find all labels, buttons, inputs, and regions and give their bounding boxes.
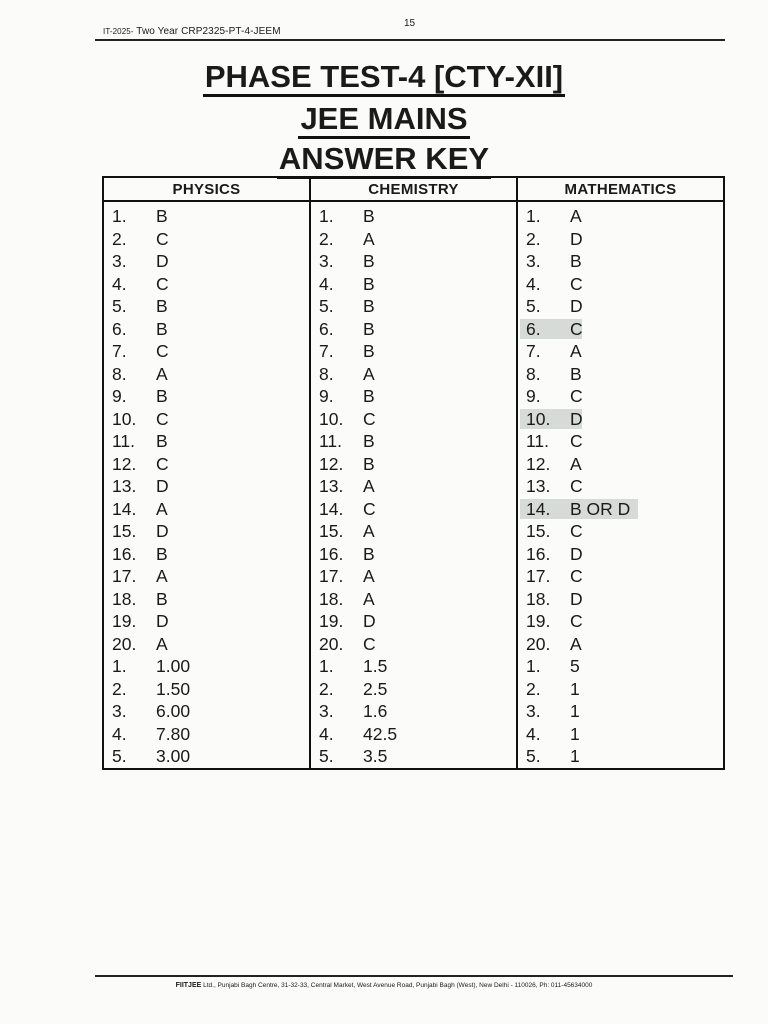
column-heading-chemistry: CHEMISTRY — [310, 177, 517, 201]
mathematics-answer-entry — [518, 498, 723, 521]
mathematics-answer-entry — [518, 228, 723, 251]
mathematics-answer-entry — [518, 700, 723, 723]
title-line-1 — [0, 58, 768, 96]
answer-value: A — [570, 341, 582, 361]
answer-value: D — [156, 476, 169, 496]
answer-value: B — [156, 431, 168, 451]
physics-answer-entry — [104, 318, 309, 341]
answer-value: 2.5 — [363, 678, 388, 699]
mathematics-answer-entry — [518, 655, 723, 678]
question-number: 12. — [112, 453, 137, 474]
answer-value: B — [363, 386, 375, 406]
answer-value: B — [363, 318, 375, 339]
question-number: 18. — [319, 588, 344, 609]
document-code — [103, 26, 281, 37]
chemistry-answer-entry — [311, 363, 516, 386]
question-number: 8. — [112, 363, 127, 384]
header-divider — [95, 39, 725, 41]
question-number: 7. — [319, 341, 334, 361]
question-number: 16. — [526, 543, 551, 564]
table-body-row — [103, 201, 724, 769]
answer-value: C — [363, 498, 376, 519]
chemistry-answer-entry — [311, 543, 516, 566]
question-number: 10. — [319, 408, 344, 429]
question-number: 17. — [526, 566, 551, 586]
answer-value: 1.5 — [363, 656, 388, 676]
answer-value: 1 — [570, 746, 580, 766]
chemistry-answer-entry — [311, 453, 516, 476]
question-number: 18. — [112, 588, 137, 609]
question-number: 4. — [112, 273, 127, 294]
answer-value: B — [363, 206, 375, 226]
physics-answer-entry — [104, 655, 309, 678]
chemistry-answer-entry — [311, 633, 516, 656]
chemistry-answer-entry — [311, 250, 516, 273]
chemistry-answer-entry — [311, 430, 516, 453]
question-number: 6. — [319, 318, 334, 339]
answer-value: B — [156, 318, 168, 339]
physics-answer-entry — [104, 408, 309, 431]
question-number: 10. — [112, 408, 137, 429]
answer-value: C — [156, 408, 169, 429]
mathematics-answer-entry — [518, 295, 723, 318]
answer-value: B — [363, 543, 375, 564]
physics-answer-entry — [104, 588, 309, 611]
answer-value: B — [156, 543, 168, 564]
answer-value: B — [363, 431, 375, 451]
answer-value: C — [363, 408, 376, 429]
answer-value: C — [570, 611, 583, 631]
title-text-2: JEE MAINS — [298, 101, 469, 139]
answer-value: A — [363, 566, 375, 586]
answer-value: 3.00 — [156, 746, 191, 766]
answer-value: C — [156, 273, 169, 294]
answer-value: 42.5 — [363, 723, 398, 744]
title-line-3 — [0, 140, 768, 178]
question-number: 13. — [112, 476, 137, 496]
title-text-3: ANSWER KEY — [277, 141, 491, 179]
answer-value: A — [363, 228, 375, 249]
question-number: 4. — [319, 273, 334, 294]
physics-answer-entry — [104, 543, 309, 566]
question-number: 15. — [112, 521, 137, 541]
question-number: 15. — [319, 521, 344, 541]
mathematics-answer-entry — [518, 318, 723, 341]
question-number: 6. — [526, 318, 541, 339]
title-line-2 — [0, 100, 768, 138]
question-number: 5. — [112, 746, 127, 766]
answer-value: B — [156, 386, 168, 406]
answer-value: C — [156, 453, 169, 474]
answer-value: C — [570, 431, 583, 451]
question-number: 3. — [526, 251, 541, 271]
answer-value: B — [363, 296, 375, 316]
question-number: 5. — [526, 296, 541, 316]
footer — [0, 982, 768, 989]
mathematics-answer-entry — [518, 340, 723, 363]
answer-value: B — [363, 273, 375, 294]
question-number: 19. — [112, 611, 137, 631]
title-text-1: PHASE TEST-4 [CTY-XII] — [203, 59, 565, 97]
question-number: 2. — [112, 228, 127, 249]
question-number: 1. — [526, 206, 541, 226]
answer-value: 1.50 — [156, 678, 191, 699]
column-heading-mathematics: MATHEMATICS — [517, 177, 724, 201]
question-number: 5. — [112, 296, 127, 316]
chemistry-answer-entry — [311, 340, 516, 363]
chemistry-answer-entry — [311, 655, 516, 678]
question-number: 13. — [526, 476, 551, 496]
question-number: 20. — [319, 633, 344, 654]
chemistry-answer-entry — [311, 228, 516, 251]
answer-value: A — [570, 453, 582, 474]
mathematics-answer-entry — [518, 723, 723, 746]
question-number: 17. — [112, 566, 137, 586]
chemistry-answer-entry — [311, 475, 516, 498]
answer-value: B OR D — [570, 498, 631, 519]
mathematics-answer-entry — [518, 273, 723, 296]
question-number: 9. — [526, 386, 541, 406]
mathematics-answer-entry — [518, 633, 723, 656]
answer-value: D — [570, 588, 583, 609]
answer-value: D — [156, 251, 169, 271]
question-number: 16. — [112, 543, 137, 564]
answer-value: 1.6 — [363, 701, 388, 721]
chemistry-answer-entry — [311, 385, 516, 408]
answer-value: 3.5 — [363, 746, 388, 766]
question-number: 20. — [112, 633, 137, 654]
question-number: 2. — [526, 228, 541, 249]
question-number: 4. — [112, 723, 127, 744]
answer-value: D — [570, 408, 583, 429]
physics-answer-entry — [104, 295, 309, 318]
question-number: 1. — [526, 656, 541, 676]
chemistry-answer-entry — [311, 678, 516, 701]
chemistry-answer-entry — [311, 565, 516, 588]
answer-value: C — [156, 341, 169, 361]
physics-answer-entry — [104, 453, 309, 476]
physics-answer-entry — [104, 385, 309, 408]
answer-value: D — [570, 543, 583, 564]
answer-value: C — [570, 318, 583, 339]
table-header-row — [103, 177, 724, 201]
answer-value: A — [363, 363, 375, 384]
question-number: 3. — [112, 701, 127, 721]
answer-value: 1 — [570, 723, 580, 744]
question-number: 2. — [319, 678, 334, 699]
physics-answer-entry — [104, 520, 309, 543]
physics-answer-entry — [104, 498, 309, 521]
chemistry-answer-entry — [311, 520, 516, 543]
chemistry-answer-entry — [311, 498, 516, 521]
question-number: 14. — [112, 498, 137, 519]
chemistry-answer-entry — [311, 318, 516, 341]
chemistry-answer-entry — [311, 273, 516, 296]
chemistry-answer-entry — [311, 610, 516, 633]
answer-value: D — [570, 228, 583, 249]
answer-value: C — [363, 633, 376, 654]
answer-value: C — [570, 566, 583, 586]
page-number: 15 — [404, 18, 416, 29]
question-number: 9. — [112, 386, 127, 406]
answer-value: B — [363, 341, 375, 361]
mathematics-answer-entry — [518, 385, 723, 408]
question-number: 12. — [526, 453, 551, 474]
answer-value: C — [570, 521, 583, 541]
physics-answer-entry — [104, 678, 309, 701]
question-number: 14. — [526, 498, 551, 519]
answer-value: A — [363, 521, 375, 541]
chemistry-answer-entry — [311, 588, 516, 611]
question-number: 5. — [526, 746, 541, 766]
physics-answer-entry — [104, 250, 309, 273]
question-number: 19. — [526, 611, 551, 631]
question-number: 5. — [319, 746, 334, 766]
question-number: 9. — [319, 386, 334, 406]
physics-answer-entry — [104, 205, 309, 228]
question-number: 14. — [319, 498, 344, 519]
answer-value: D — [156, 521, 169, 541]
mathematics-answer-entry — [518, 205, 723, 228]
physics-answer-entry — [104, 228, 309, 251]
answer-value: 7.80 — [156, 723, 191, 744]
mathematics-column — [517, 201, 724, 769]
question-number: 2. — [112, 678, 127, 699]
question-number: 3. — [319, 251, 334, 271]
mathematics-answer-entry — [518, 520, 723, 543]
question-number: 3. — [112, 251, 127, 271]
answer-value: A — [363, 476, 375, 496]
physics-answer-entry — [104, 633, 309, 656]
answer-value: C — [570, 476, 583, 496]
document-code-main: Two Year CRP2325-PT-4-JEEM — [133, 26, 281, 37]
question-number: 4. — [526, 273, 541, 294]
question-number: 3. — [319, 701, 334, 721]
answer-value: B — [156, 296, 168, 316]
answer-value: B — [570, 363, 582, 384]
physics-answer-entry — [104, 340, 309, 363]
question-number: 4. — [526, 723, 541, 744]
question-number: 1. — [319, 206, 334, 226]
question-number: 7. — [526, 341, 541, 361]
question-number: 3. — [526, 701, 541, 721]
mathematics-answer-entry — [518, 475, 723, 498]
footer-brand: FIITJEE — [175, 982, 202, 989]
question-number: 8. — [319, 363, 334, 384]
answer-value: 1.00 — [156, 656, 191, 676]
physics-answer-entry — [104, 745, 309, 768]
answer-value: 6.00 — [156, 701, 191, 721]
question-number: 2. — [526, 678, 541, 699]
answer-value: 1 — [570, 678, 580, 699]
question-number: 7. — [112, 341, 127, 361]
mathematics-answer-entry — [518, 588, 723, 611]
question-number: 20. — [526, 633, 551, 654]
physics-answer-entry — [104, 565, 309, 588]
question-number: 6. — [112, 318, 127, 339]
answer-value: A — [156, 566, 168, 586]
answer-value: D — [156, 611, 169, 631]
answer-key-table — [102, 176, 725, 770]
document-code-prefix: IT-2025- — [103, 27, 134, 36]
question-number: 1. — [319, 656, 334, 676]
question-number: 13. — [319, 476, 344, 496]
physics-answer-entry — [104, 430, 309, 453]
answer-value: A — [156, 498, 168, 519]
question-number: 16. — [319, 543, 344, 564]
mathematics-answer-entry — [518, 745, 723, 768]
mathematics-answer-entry — [518, 453, 723, 476]
chemistry-answer-entry — [311, 745, 516, 768]
physics-answer-entry — [104, 273, 309, 296]
question-number: 18. — [526, 588, 551, 609]
question-number: 19. — [319, 611, 344, 631]
chemistry-answer-entry — [311, 723, 516, 746]
answer-value: B — [156, 206, 168, 226]
answer-value: B — [363, 251, 375, 271]
mathematics-answer-entry — [518, 250, 723, 273]
question-number: 15. — [526, 521, 551, 541]
answer-value: C — [156, 228, 169, 249]
mathematics-answer-entry — [518, 408, 723, 431]
question-number: 1. — [112, 206, 127, 226]
answer-value: 1 — [570, 701, 580, 721]
chemistry-answer-entry — [311, 700, 516, 723]
physics-column — [103, 201, 310, 769]
question-number: 5. — [319, 296, 334, 316]
footer-address: Ltd., Punjabi Bagh Centre, 31-32-33, Central Market, West Avenue Road, Punjabi Bagh (West), New Delhi - 110026, Ph: 011-45634000 — [201, 982, 593, 989]
question-number: 11. — [319, 431, 343, 451]
answer-value: C — [570, 386, 583, 406]
question-number: 2. — [319, 228, 334, 249]
chemistry-answer-entry — [311, 408, 516, 431]
question-number: 17. — [319, 566, 344, 586]
answer-value: A — [156, 363, 168, 384]
answer-value: A — [570, 206, 582, 226]
question-number: 11. — [526, 431, 550, 451]
physics-answer-entry — [104, 363, 309, 386]
answer-value: B — [156, 588, 168, 609]
physics-answer-entry — [104, 475, 309, 498]
answer-value: 5 — [570, 656, 580, 676]
mathematics-answer-entry — [518, 363, 723, 386]
physics-answer-entry — [104, 700, 309, 723]
answer-value: A — [363, 588, 375, 609]
question-number: 8. — [526, 363, 541, 384]
question-number: 12. — [319, 453, 344, 474]
question-number: 11. — [112, 431, 136, 451]
question-number: 4. — [319, 723, 334, 744]
chemistry-answer-entry — [311, 295, 516, 318]
answer-value: A — [156, 633, 168, 654]
chemistry-answer-entry — [311, 205, 516, 228]
answer-value: B — [363, 453, 375, 474]
mathematics-answer-entry — [518, 678, 723, 701]
answer-value: A — [570, 633, 582, 654]
column-heading-physics: PHYSICS — [103, 177, 310, 201]
answer-value: D — [363, 611, 376, 631]
answer-value: C — [570, 273, 583, 294]
mathematics-answer-entry — [518, 543, 723, 566]
physics-answer-entry — [104, 723, 309, 746]
footer-divider — [95, 975, 733, 977]
question-number: 10. — [526, 408, 551, 429]
chemistry-column — [310, 201, 517, 769]
mathematics-answer-entry — [518, 565, 723, 588]
answer-value: B — [570, 251, 582, 271]
mathematics-answer-entry — [518, 430, 723, 453]
answer-value: D — [570, 296, 583, 316]
physics-answer-entry — [104, 610, 309, 633]
mathematics-answer-entry — [518, 610, 723, 633]
question-number: 1. — [112, 656, 127, 676]
